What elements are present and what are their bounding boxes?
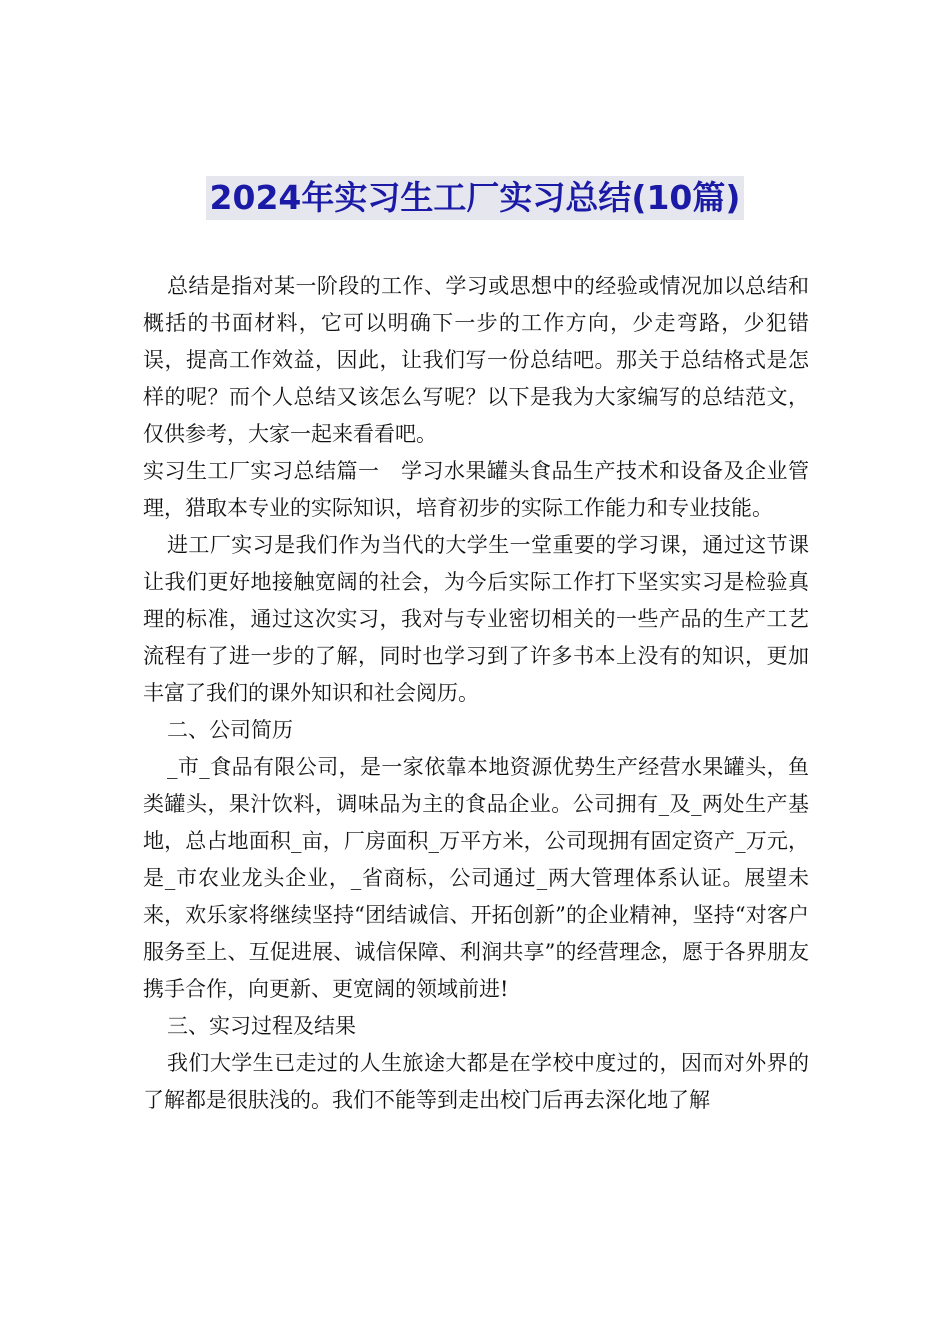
paragraph-company-profile: _市_食品有限公司，是一家依靠本地资源优势生产经营水果罐头，鱼类罐头，果汁饮料，调味品为主的食品企业。公司拥有_及_两处生产基地，总占地面积_亩，厂房面积_万平方米，公司现拥有固定资产_万元，是_市农业龙头企业，_省商标，公司通过_两大管理体系认证。展望未来，欢乐家将继续坚持“团结诚信、开拓创新”的企业精神，坚持“对客户服务至上、互促进展、诚信保障、利润共享”的经营理念，愿于各界朋友携手合作，向更新、更宽阔的领域前进! [143,755,809,1001]
document-body [143,268,809,1119]
paragraph-factory-intern: 进工厂实习是我们作为当代的大学生一堂重要的学习课，通过这节课让我们更好地接触宽阔的社会，为今后实际工作打下坚实实习是检验真理的标准，通过这次实习，我对与专业密切相关的一些产品的生产工艺流程有了进一步的了解，同时也学习到了许多书本上没有的知识，更加丰富了我们的课外知识和社会阅历。 [143,533,809,705]
paragraph-section-one: 实习生工厂实习总结篇一 学习水果罐头食品生产技术和设备及企业管理，猎取本专业的实际知识，培育初步的实际工作能力和专业技能。 [143,459,809,520]
title-container [0,176,950,220]
heading-internship-process: 三、实习过程及结果 [167,1014,356,1038]
document-title: 2024年实习生工厂实习总结(10篇) [206,176,745,220]
paragraph-internship-process: 我们大学生已走过的人生旅途大都是在学校中度过的，因而对外界的了解都是很肤浅的。我们不能等到走出校门后再去深化地了解 [143,1051,809,1112]
paragraph-intro: 总结是指对某一阶段的工作、学习或思想中的经验或情况加以总结和概括的书面材料，它可以明确下一步的工作方向，少走弯路，少犯错误，提高工作效益，因此，让我们写一份总结吧。那关于总结格式是怎样的呢？而个人总结又该怎么写呢？以下是我为大家编写的总结范文，仅供参考，大家一起来看看吧。 [143,274,809,446]
heading-company-profile: 二、公司简历 [167,718,293,742]
